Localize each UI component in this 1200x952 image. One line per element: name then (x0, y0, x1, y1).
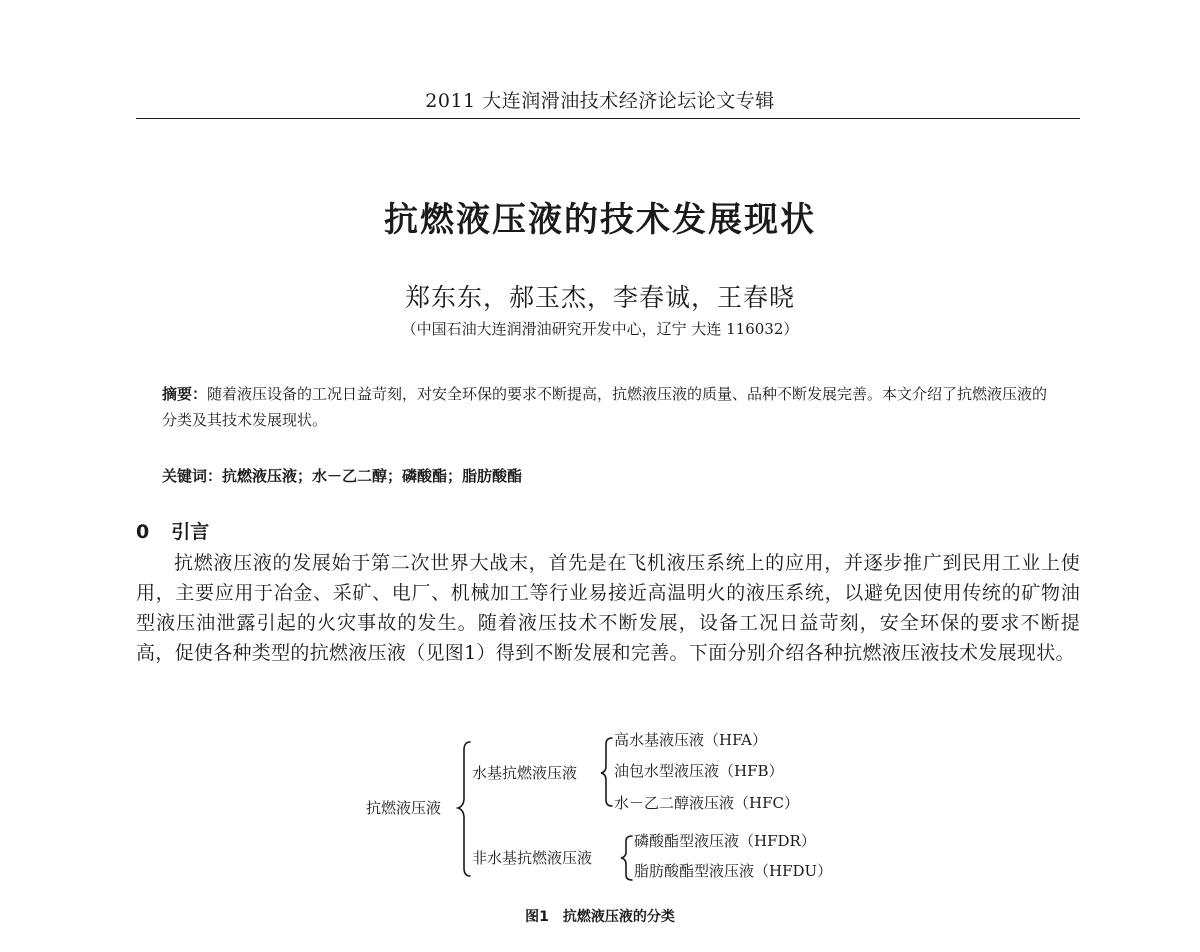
intro-paragraph: 抗燃液压液的发展始于第二次世界大战末，首先是在飞机液压系统上的应用，并逐步推广到民用工业上使用，主要应用于冶金、采矿、电厂、机械加工等行业易接近高温明火的液压系统，以避免因使用传统的矿物油型液压油泄露引起的火灾事故的发生。随着液压技术不断发展，设备工况日益苛刻，安全环保的要求不断提高，促使各种类型的抗燃液压液（见图1）得到不断发展和完善。下面分别介绍各种抗燃液压液技术发展现状。 (136, 552, 1080, 664)
figure-number: 图1 (525, 909, 549, 925)
running-header: 2011 大连润滑油技术经济论坛论文专辑 (425, 90, 775, 112)
nonwater-brace (621, 836, 632, 880)
paper-title: 抗燃液压液的技术发展现状 (384, 200, 816, 240)
diagram-item-hfb: 油包水型液压液（HFB） (614, 762, 784, 780)
keywords-text: 抗燃液压液；水－乙二醇；磷酸酯；脂肪酸酯 (222, 467, 523, 485)
figure-caption-text: 抗燃液压液的分类 (562, 909, 675, 925)
diagram-item-hfdu: 脂肪酸酯型液压液（HFDU） (634, 862, 833, 880)
diagram-branch-nonwater: 非水基抗燃液压液 (472, 849, 593, 867)
section-title: 引言 (171, 521, 210, 543)
abstract-text: 随着液压设备的工况日益苛刻，对安全环保的要求不断提高，抗燃液压液的质量、品种不断发展完善。本文介绍了抗燃液压液的分类及其技术发展现状。 (162, 385, 1048, 429)
diagram-item-hfdr: 磷酸酯型液压液（HFDR） (634, 832, 816, 850)
keywords-label: 关键词： (162, 467, 223, 485)
figure-caption (0, 906, 1200, 926)
section-number: 0 (136, 521, 150, 543)
diagram-branch-water: 水基抗燃液压液 (472, 764, 578, 782)
diagram-item-hfa: 高水基液压液（HFA） (614, 731, 768, 749)
abstract-label: 摘要： (162, 385, 208, 403)
author-list: 郑东东，郝玉杰，李春诚，王春晓 (404, 283, 795, 312)
root-brace (458, 742, 470, 876)
diagram-root: 抗燃液压液 (366, 799, 442, 817)
author-affiliation: （中国石油大连润滑油研究开发中心，辽宁 大连 116032） (401, 320, 799, 338)
water-brace (601, 738, 612, 806)
diagram-item-hfc: 水－乙二醇液压液（HFC） (614, 794, 799, 812)
